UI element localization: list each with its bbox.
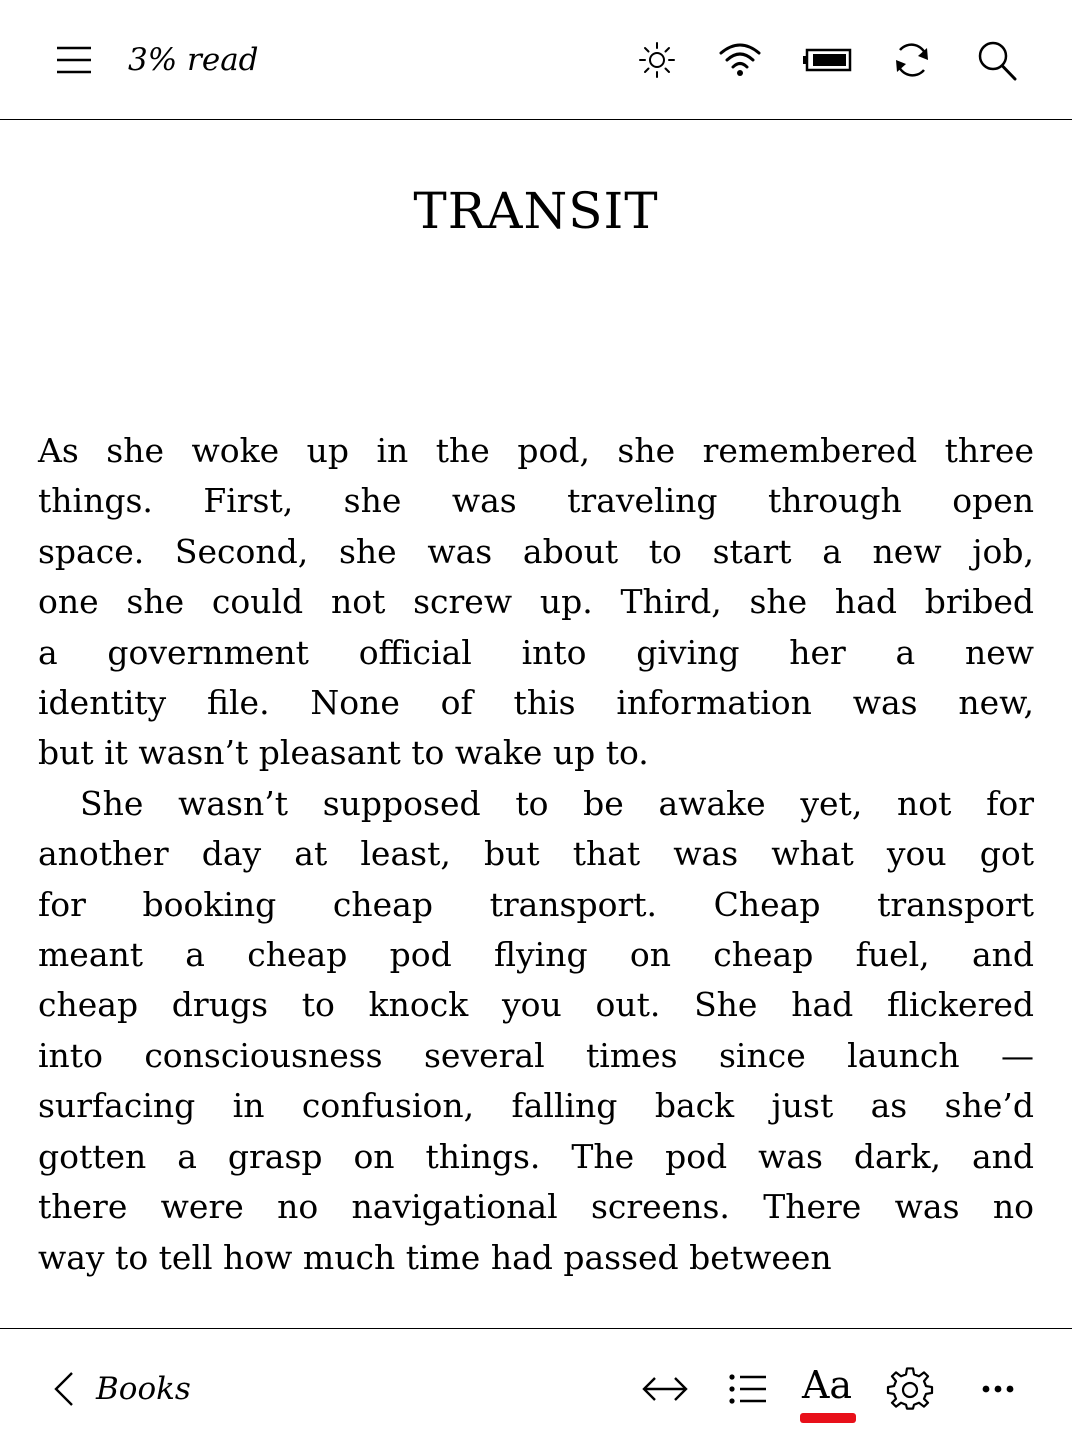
text-line: way to tell how much time had passed between: [38, 1237, 832, 1277]
text-line: surfacing in confusion, falling back just as she’d: [38, 1086, 1034, 1126]
back-to-books-button[interactable]: [48, 1367, 191, 1411]
sync-icon[interactable]: [890, 38, 934, 82]
paragraph: [38, 779, 1034, 1283]
bottom-toolbar: [0, 1328, 1072, 1448]
search-icon[interactable]: [974, 38, 1018, 82]
text-line: another day at least, but that was what you got: [38, 834, 1034, 874]
text-line: identity file. None of this information was new,: [38, 683, 1034, 723]
text-line: but it wasn’t pleasant to wake up to.: [38, 733, 649, 773]
brightness-icon[interactable]: [635, 38, 679, 82]
contents-list-icon[interactable]: [724, 1367, 772, 1411]
top-toolbar: [0, 0, 1072, 120]
text-line: cheap drugs to knock you out. She had flickered: [38, 985, 1034, 1025]
battery-icon: [802, 38, 854, 82]
menu-icon[interactable]: [56, 46, 92, 74]
text-line: things. First, she was traveling through open: [38, 481, 1034, 521]
wifi-icon[interactable]: [718, 38, 762, 82]
text-line: meant a cheap pod flying on cheap fuel, and: [38, 935, 1034, 975]
text-line: for booking cheap transport. Cheap transport: [38, 884, 1034, 924]
text-line: into consciousness several times since launch —: [38, 1035, 1034, 1075]
text-line: there were no navigational screens. There was no: [38, 1187, 1034, 1227]
text-line: She wasn’t supposed to be awake yet, not for: [80, 783, 1034, 823]
chapter-title: TRANSIT: [413, 182, 659, 240]
book-text[interactable]: [38, 426, 1034, 1283]
text-line: space. Second, she was about to start a new job,: [38, 531, 1034, 571]
text-line: a government official into giving her a new: [38, 632, 1034, 672]
gear-icon[interactable]: [886, 1367, 934, 1411]
text-line: As she woke up in the pod, she remembered three: [38, 431, 1034, 470]
text-line: gotten a grasp on things. The pod was dark, and: [38, 1136, 1034, 1176]
text-line: one she could not screw up. Third, she had bribed: [38, 582, 1034, 622]
more-icon[interactable]: [974, 1367, 1022, 1411]
active-tab-indicator: [800, 1413, 856, 1423]
font-settings-icon: Aa: [801, 1363, 853, 1407]
font-settings-button[interactable]: [796, 1361, 858, 1425]
page-width-icon[interactable]: [641, 1367, 689, 1411]
chevron-left-icon: [48, 1369, 78, 1409]
paragraph: [38, 426, 1034, 779]
reading-progress: 3% read: [128, 42, 259, 78]
back-button-label: Books: [96, 1371, 191, 1407]
